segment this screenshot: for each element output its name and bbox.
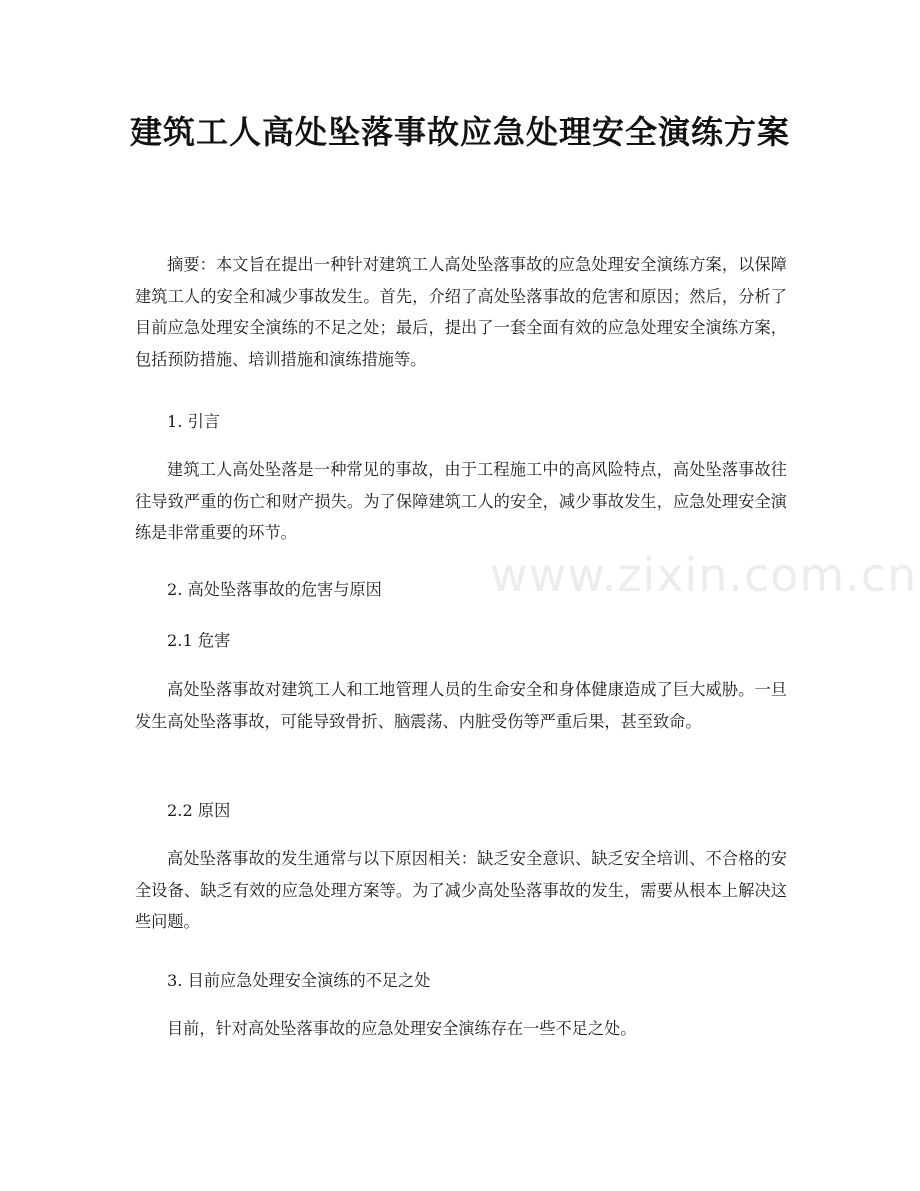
section-1-heading: 1. 引言: [167, 412, 220, 431]
document-title: 建筑工人高处坠落事故应急处理安全演练方案: [129, 113, 790, 151]
watermark: www.zixin.com.cn: [490, 548, 918, 602]
section-2-heading: 2. 高处坠落事故的危害与原因: [167, 580, 382, 599]
section-3-paragraph: 目前，针对高处坠落事故的应急处理安全演练存在一些不足之处。: [167, 1019, 637, 1038]
abstract-paragraph: 摘要：本文旨在提出一种针对建筑工人高处坠落事故的应急处理安全演练方案，以保障建筑工人的安全和减少事故发生。首先，介绍了高处坠落事故的危害和原因；然后，分析了目前应急处理安全演练的不足之处；最后，提出了一套全面有效的应急处理安全演练方案，包括预防措施、培训措施和演练措施等。: [135, 255, 787, 369]
section-2-2-paragraph: 高处坠落事故的发生通常与以下原因相关：缺乏安全意识、缺乏安全培训、不合格的安全设备、缺乏有效的应急处理方案等。为了减少高处坠落事故的发生，需要从根本上解决这些问题。: [135, 849, 787, 931]
section-2-1-heading: 2.1 危害: [167, 631, 231, 650]
section-1-paragraph: 建筑工人高处坠落是一种常见的事故，由于工程施工中的高风险特点，高处坠落事故往往导致严重的伤亡和财产损失。为了保障建筑工人的安全，减少事故发生，应急处理安全演练是非常重要的环节。: [135, 460, 787, 542]
section-3-heading: 3. 目前应急处理安全演练的不足之处: [167, 971, 431, 990]
section-2-2-heading: 2.2 原因: [167, 801, 231, 820]
section-2-1-paragraph: 高处坠落事故对建筑工人和工地管理人员的生命安全和身体健康造成了巨大威胁。一旦发生高处坠落事故，可能导致骨折、脑震荡、内脏受伤等严重后果，甚至致命。: [135, 680, 787, 731]
